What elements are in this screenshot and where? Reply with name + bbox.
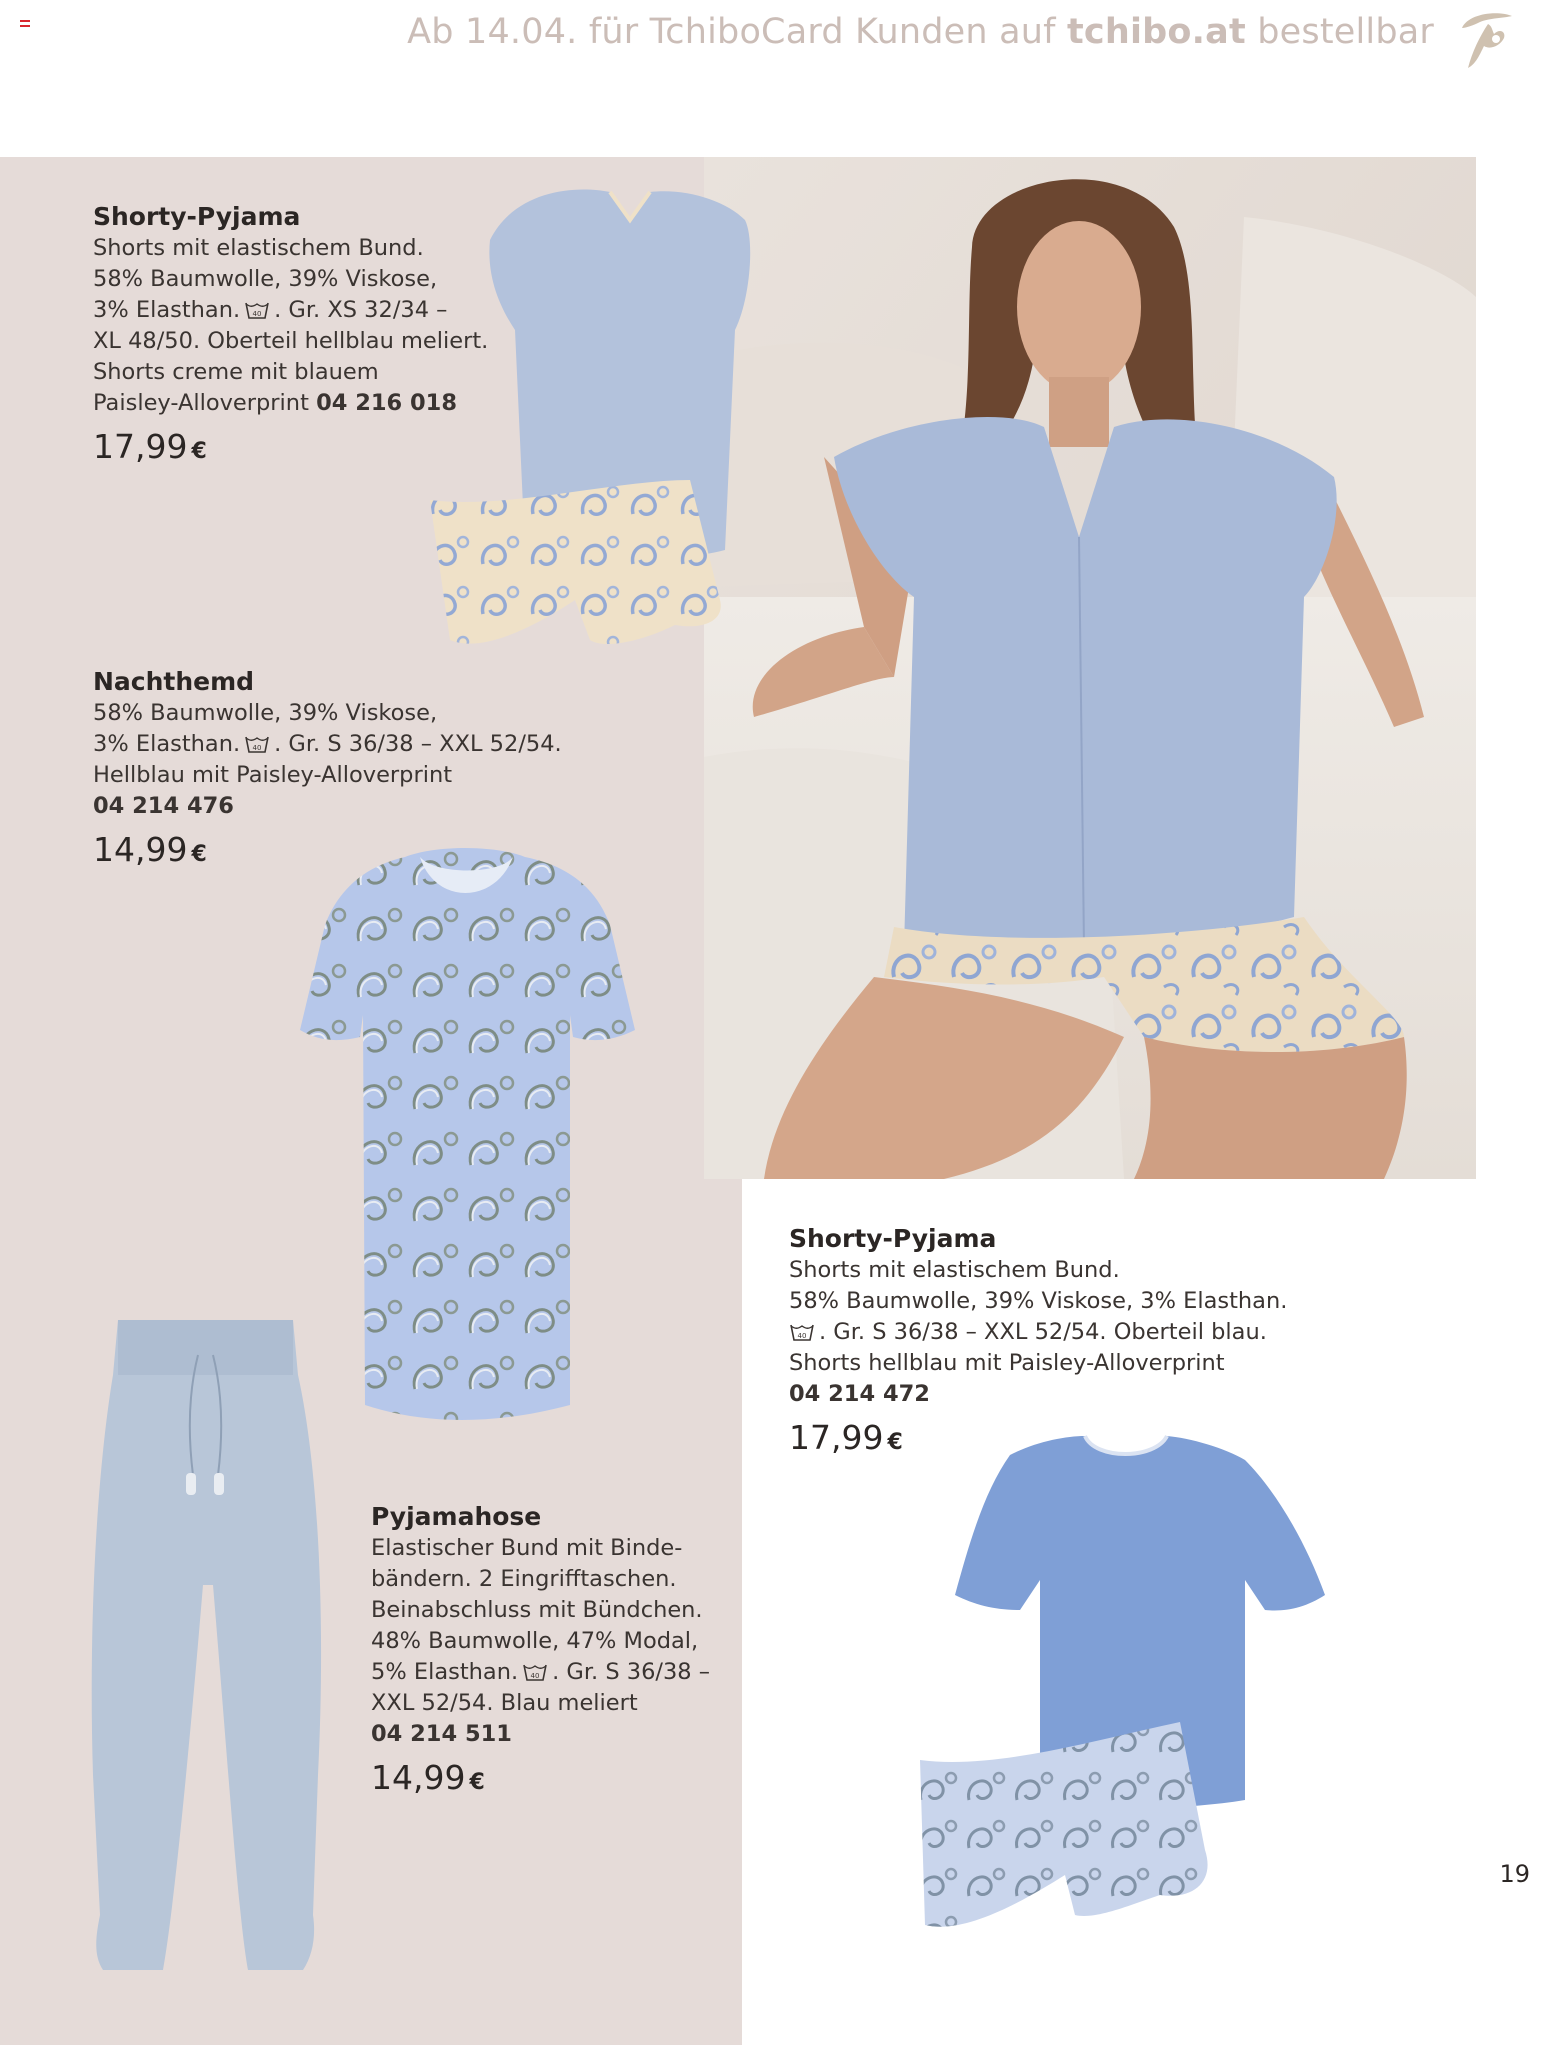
- product-price: [371, 1756, 710, 1805]
- product-desc-line: Beinabschluss mit Bündchen.: [371, 1597, 703, 1623]
- product-desc-line: [371, 1657, 710, 1688]
- product-title: Pyjamahose: [371, 1502, 542, 1531]
- product-price: [789, 1416, 1287, 1465]
- wash-40-icon: [789, 1322, 815, 1342]
- product-title: Nachthemd: [93, 667, 255, 696]
- tchibo-logo-icon: [1450, 6, 1520, 74]
- header-text-after: bestellbar: [1245, 12, 1434, 52]
- svg-text:40: 40: [797, 1332, 807, 1340]
- product-number: 04 214 476: [93, 793, 234, 819]
- product-shorty-pyjama-1: [93, 200, 488, 474]
- price-value: 17,99: [93, 427, 188, 466]
- product-pyjamahose: [371, 1500, 710, 1805]
- price-value: 14,99: [371, 1758, 466, 1797]
- product-desc-line: Shorts mit elastischem Bund.: [789, 1257, 1120, 1283]
- product-desc-line: Shorts hellblau mit Paisley-Alloverprint: [789, 1350, 1225, 1376]
- product-desc-text: . Gr. S 36/38 – XXL 52/54. Oberteil blau.: [819, 1319, 1267, 1345]
- product-title: Shorty-Pyjama: [93, 202, 301, 231]
- product-desc-line: 58% Baumwolle, 39% Viskose,: [93, 266, 438, 292]
- product-desc-line: Hellblau mit Paisley-Alloverprint: [93, 762, 453, 788]
- product-desc-text: 3% Elasthan.: [93, 731, 241, 757]
- svg-text:40: 40: [252, 310, 262, 318]
- header-banner: [407, 12, 1434, 52]
- svg-text:40: 40: [530, 1672, 540, 1680]
- product-desc-line: 58% Baumwolle, 39% Viskose,: [93, 700, 438, 726]
- product-desc-line: [93, 295, 488, 326]
- product-number: 04 216 018: [316, 390, 457, 416]
- price-currency: €: [191, 842, 207, 867]
- product-price: [93, 828, 562, 877]
- product-desc-text: . Gr. XS 32/34 –: [274, 297, 448, 323]
- product-image-pyjamahose: [88, 1315, 328, 1975]
- price-currency: €: [887, 1430, 903, 1455]
- product-desc-line: Shorts mit elastischem Bund.: [93, 235, 424, 261]
- product-title: Shorty-Pyjama: [789, 1224, 997, 1253]
- product-desc-text: . Gr. S 36/38 –: [552, 1659, 711, 1685]
- product-desc-text: 3% Elasthan.: [93, 297, 241, 323]
- product-price: [93, 425, 488, 474]
- product-number: 04 214 511: [371, 1721, 512, 1747]
- product-desc-line: [93, 729, 562, 760]
- product-desc-line: 48% Baumwolle, 47% Modal,: [371, 1628, 699, 1654]
- product-desc-line: Elastischer Bund mit Binde-: [371, 1535, 683, 1561]
- wash-40-icon: [244, 300, 270, 320]
- price-value: 14,99: [93, 830, 188, 869]
- austria-flag-icon: [20, 20, 30, 27]
- product-image-shorty-pyjama-blue: [915, 1430, 1335, 1945]
- product-desc-text: Paisley-Alloverprint: [93, 390, 309, 416]
- page-number: 19: [1499, 1860, 1530, 1888]
- price-currency: €: [191, 439, 207, 464]
- product-desc-line: Shorts creme mit blauem: [93, 359, 379, 385]
- svg-text:40: 40: [252, 744, 262, 752]
- product-desc-line: 58% Baumwolle, 39% Viskose, 3% Elasthan.: [789, 1288, 1288, 1314]
- product-desc-line: bändern. 2 Eingrifftaschen.: [371, 1566, 677, 1592]
- header-domain[interactable]: tchibo.at: [1066, 12, 1246, 52]
- product-desc-text: 5% Elasthan.: [371, 1659, 519, 1685]
- product-desc-line: XL 48/50. Oberteil hellblau meliert.: [93, 328, 489, 354]
- wash-40-icon: [522, 1662, 548, 1682]
- header-text-before: Ab 14.04. für TchiboCard Kunden auf: [407, 12, 1067, 52]
- product-shorty-pyjama-2: [789, 1222, 1287, 1465]
- product-desc-line: XXL 52/54. Blau meliert: [371, 1690, 638, 1716]
- wash-40-icon: [244, 734, 270, 754]
- price-currency: €: [469, 1770, 485, 1795]
- product-image-nachthemd: [295, 845, 640, 1420]
- product-number: 04 214 472: [789, 1381, 930, 1407]
- product-nachthemd: [93, 665, 562, 877]
- product-desc-line: [93, 388, 488, 419]
- price-value: 17,99: [789, 1418, 884, 1457]
- product-desc-line: [789, 1317, 1287, 1348]
- product-desc-text: . Gr. S 36/38 – XXL 52/54.: [274, 731, 562, 757]
